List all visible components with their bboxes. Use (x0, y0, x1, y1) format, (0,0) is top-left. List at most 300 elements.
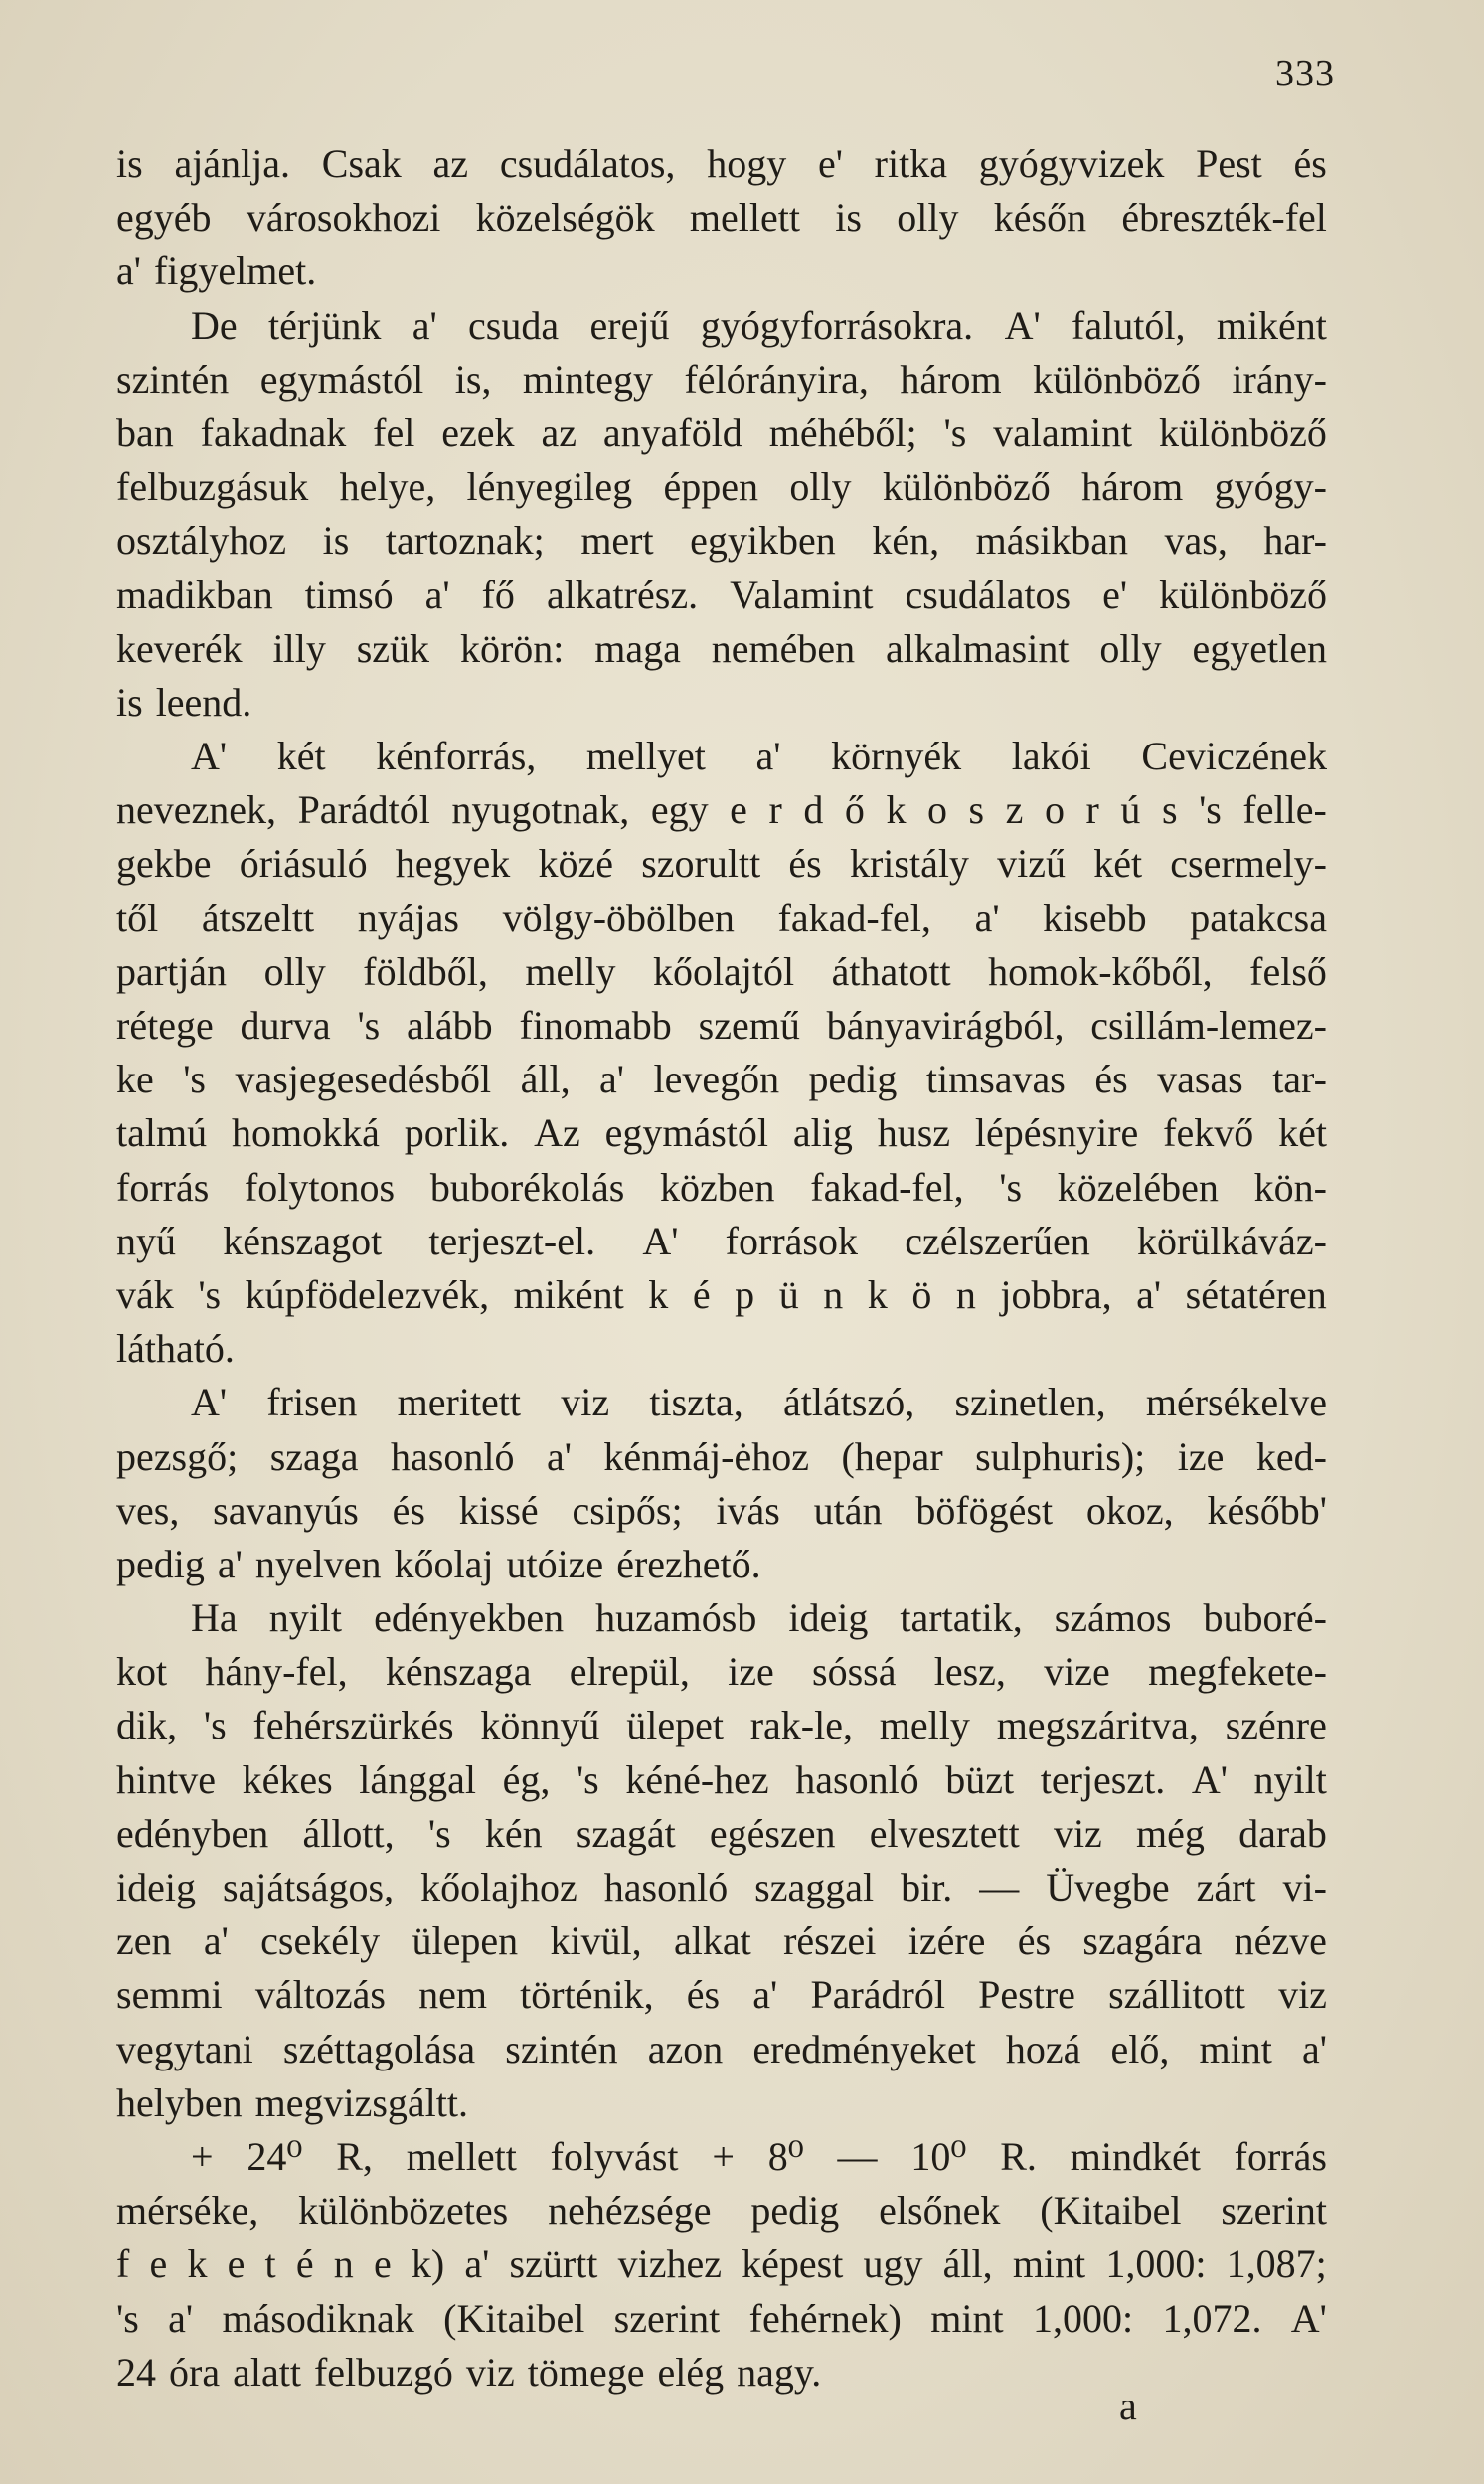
word: rak-le, (749, 1703, 853, 1748)
text-line (116, 1538, 1327, 1591)
word: és (392, 1487, 425, 1533)
word: mellett (689, 195, 800, 241)
word: Ceviczének (1141, 734, 1327, 779)
text-line (116, 1322, 1327, 1376)
word: viz (1053, 1810, 1102, 1856)
word: jobbra, (1000, 1271, 1112, 1317)
word: gyógyvizek (978, 141, 1165, 186)
word: 1,072. (1162, 2295, 1262, 2341)
word: lánggal (359, 1756, 476, 1802)
word: mellyet (585, 734, 706, 779)
word: egyéb (116, 195, 212, 241)
word: kénszagot (223, 1218, 383, 1263)
word: e' (1102, 572, 1128, 617)
word: terjeszt-el. (428, 1218, 596, 1263)
word: kisebb (1043, 895, 1147, 940)
word: mellett (406, 2133, 517, 2179)
word: vasas (1157, 1057, 1243, 1102)
word: semmi (116, 1972, 223, 2018)
text-line (116, 622, 1327, 676)
word: félórányira, (684, 356, 869, 402)
word: nyugotnak, (451, 787, 630, 833)
word: egyetlen (1192, 625, 1327, 671)
word: vizhez (617, 2241, 722, 2287)
word: történik, (520, 1972, 654, 2018)
word: olly (1099, 625, 1162, 671)
word: talmú (116, 1110, 208, 1156)
word: későn (993, 195, 1087, 241)
word: lakói (1011, 734, 1091, 779)
word: nagy. (737, 2349, 822, 2395)
word: változás (254, 1972, 386, 2018)
word: — (979, 1865, 1020, 1909)
word: fel (373, 410, 415, 455)
text-line (116, 999, 1327, 1053)
word: városokhozi (246, 195, 441, 241)
word: buborékolás (429, 1164, 625, 1210)
word: ideig (788, 1595, 869, 1641)
word: Parádról (810, 1972, 945, 2018)
text-line (116, 1645, 1327, 1699)
word: levegőn (653, 1057, 780, 1102)
word: a' (424, 572, 450, 617)
word: az (541, 410, 577, 455)
word: 24 (116, 2349, 156, 2395)
word: ezek (441, 410, 515, 455)
word: irány- (1232, 356, 1327, 402)
word: dik, (116, 1703, 178, 1748)
word: 's (943, 410, 967, 455)
word: tartatik, (900, 1595, 1023, 1641)
word: két (1278, 1110, 1327, 1156)
word: sóssá (812, 1649, 897, 1695)
word: 1,000: (1032, 2295, 1134, 2341)
word: illy (272, 625, 326, 671)
word: két (276, 734, 326, 779)
word: csermely- (1170, 841, 1327, 887)
word: ves, (116, 1487, 180, 1533)
word: a' (599, 1057, 625, 1102)
word: különböző (882, 464, 1051, 510)
word: a' (755, 734, 781, 779)
word: czélszerűen (905, 1218, 1090, 1263)
word: elsőnek (879, 2188, 1001, 2234)
word: 8⁰ (767, 2133, 804, 2179)
word: ivás (716, 1487, 780, 1533)
word: viz (1278, 1972, 1327, 2018)
word: e (730, 787, 747, 833)
word: Üvegbe (1046, 1865, 1170, 1909)
word: viz (465, 2349, 515, 2395)
text-line (116, 1699, 1327, 1752)
word: tartoznak; (385, 518, 545, 564)
word: földből, (363, 948, 488, 994)
word: Pestre (978, 1972, 1075, 2018)
word: forrás (116, 1164, 210, 1210)
word: alig (792, 1110, 853, 1156)
word: é (692, 1271, 711, 1317)
word: vize (1044, 1649, 1110, 1695)
word: ugy (863, 2241, 923, 2287)
text-line (116, 1968, 1327, 2022)
word: izére (907, 1918, 986, 1964)
word: kén (484, 1810, 543, 1856)
word: csudálatos, (499, 141, 676, 186)
word: falutól, (1072, 302, 1186, 348)
word: 1,087; (1226, 2241, 1327, 2287)
word: porlik. (404, 1110, 510, 1156)
word: olly (789, 464, 852, 510)
text-line (116, 783, 1327, 837)
word: viz (561, 1380, 610, 1425)
word: nyilt (1253, 1756, 1327, 1802)
word: alatt (233, 2349, 301, 2395)
word: és (686, 1972, 721, 2018)
word: elrepül, (569, 1649, 690, 1695)
word: 's (357, 1003, 381, 1048)
word: szürtt (509, 2241, 598, 2287)
word: o (1044, 787, 1065, 833)
word: n (333, 2241, 354, 2287)
word: lépésnyire (974, 1110, 1139, 1156)
word: nyelven (254, 1541, 382, 1586)
word: fakad-fel, (810, 1164, 964, 1210)
word: figyelmet. (153, 248, 317, 294)
word: helye, (339, 464, 436, 510)
word: osztályhoz (116, 518, 287, 564)
word: a' (974, 895, 1000, 940)
word: pezsgő; (116, 1433, 239, 1479)
word: is, (454, 356, 492, 402)
word: frisen (266, 1380, 358, 1425)
word: nyájas (357, 895, 459, 940)
word: szénre (1225, 1703, 1327, 1748)
word: kéné-hez (625, 1756, 769, 1802)
signature-mark: a (1119, 2384, 1137, 2428)
word: szállitott (1108, 1972, 1245, 2018)
word: szemű (698, 1003, 800, 1048)
word: körön: (459, 625, 565, 671)
word: hasonló (795, 1756, 919, 1802)
word: mérsékelve (1145, 1380, 1327, 1425)
word: szagára (1082, 1918, 1203, 1964)
word: e' (817, 141, 843, 186)
word: tar- (1272, 1057, 1327, 1102)
word: különböző (1159, 410, 1327, 455)
word: szintén (505, 2026, 618, 2071)
word: huzamósb (595, 1595, 757, 1641)
word: a' (546, 1433, 572, 1479)
word: nyilt (268, 1595, 343, 1641)
word: e (149, 2241, 168, 2287)
word: k) (411, 2241, 445, 2287)
word: szerint (1221, 2188, 1327, 2234)
word: zárt (1196, 1865, 1256, 1909)
word: kénszaga (385, 1649, 532, 1695)
word: tiszta, (649, 1380, 743, 1425)
word: ize (728, 1649, 774, 1695)
word: áll, (942, 2241, 993, 2287)
word: helyben (116, 2079, 243, 2125)
page-number: 333 (1275, 53, 1335, 94)
word: R. (1000, 2133, 1037, 2179)
word: Csak (321, 141, 402, 186)
word: szaggal (754, 1865, 875, 1909)
word: a' (168, 2295, 194, 2341)
word: + (191, 2133, 214, 2179)
word: még (1136, 1810, 1205, 1856)
word: kénforrás, (376, 734, 537, 779)
word: másikban (975, 518, 1128, 564)
word: okoz, (1085, 1487, 1174, 1533)
word: felbuzgásuk (116, 464, 309, 510)
word: állott, (302, 1810, 395, 1856)
word: vák (116, 1271, 174, 1317)
word: óriásuló (239, 841, 368, 887)
word: vizű (997, 841, 1067, 887)
word: k (187, 2241, 208, 2287)
word: gyógy- (1214, 464, 1327, 510)
word: ideig (116, 1865, 196, 1909)
word: áthatott (831, 948, 951, 994)
word: képest (742, 2241, 844, 2287)
word: mintegy (522, 356, 653, 402)
text-line (116, 1807, 1327, 1861)
word: is (116, 679, 143, 725)
word: 10⁰ (910, 2133, 967, 2179)
text-line (116, 1268, 1327, 1322)
word: ö (911, 1271, 932, 1317)
text-line (116, 137, 1327, 191)
word: csillám-lemez- (1090, 1003, 1327, 1048)
word: széttagolása (282, 2026, 476, 2071)
word: számos (1054, 1595, 1172, 1641)
word: később' (1207, 1487, 1327, 1533)
word: kén, (872, 518, 940, 564)
word: anyaföld (602, 410, 742, 455)
word: szük (356, 625, 430, 671)
body-text (116, 137, 1327, 2400)
word: érezhető. (616, 1541, 761, 1586)
word: egészen (709, 1810, 836, 1856)
word: kön- (1253, 1164, 1327, 1210)
word: homokká (231, 1110, 380, 1156)
word: méhéből; (768, 410, 917, 455)
word: után (813, 1487, 883, 1533)
word: lényegileg (466, 464, 633, 510)
word: különbözetes (298, 2188, 509, 2234)
word: szagát (576, 1810, 676, 1856)
word: husz (877, 1110, 951, 1156)
word: ked- (1255, 1433, 1327, 1479)
word: darab (1238, 1810, 1327, 1856)
word: és (1094, 1057, 1128, 1102)
word: áll, (520, 1057, 571, 1102)
word: éppen (663, 464, 758, 510)
word: sajátságos, (222, 1865, 395, 1909)
text-line (116, 1484, 1327, 1538)
text-line (116, 2237, 1327, 2291)
word: térjünk (268, 302, 382, 348)
word: csekély (260, 1918, 381, 1964)
word: felle- (1242, 787, 1327, 833)
word: óra (169, 2349, 221, 2395)
word: egymástól (604, 1110, 769, 1156)
word: meritett (397, 1380, 522, 1425)
word: har- (1263, 518, 1327, 564)
word: szaga (269, 1433, 359, 1479)
word: Pest (1196, 141, 1262, 186)
text-line (116, 730, 1327, 783)
word: mérséke, (116, 2188, 259, 2234)
word: partján (116, 948, 228, 994)
word: 's (203, 1703, 227, 1748)
text-line (116, 299, 1327, 353)
word: terjeszt. (1040, 1756, 1166, 1802)
word: kissé (458, 1487, 539, 1533)
word: nézve (1234, 1918, 1327, 1964)
word: hány-fel, (205, 1649, 348, 1695)
text-line (116, 1376, 1327, 1429)
word: (Kitaibel (1040, 2188, 1182, 2234)
word: böfögést (915, 1487, 1054, 1533)
word: közben (660, 1164, 775, 1210)
word: melly (525, 948, 616, 994)
text-line (116, 1430, 1327, 1484)
word: csudálatos (905, 572, 1072, 617)
word: körülkáváz- (1136, 1218, 1327, 1263)
word: timsó (304, 572, 394, 617)
word: keverék (116, 625, 243, 671)
word: Ha (191, 1595, 238, 1641)
word: durva (240, 1003, 331, 1048)
word: hasonló (391, 1433, 515, 1479)
word: ke (116, 1057, 154, 1102)
word: kivül, (550, 1918, 642, 1964)
word: olly (263, 948, 326, 994)
word: hogy (707, 141, 787, 186)
word: kúpfödelezvék, (245, 1271, 490, 1317)
word: megvizsgáltt. (254, 2079, 469, 2125)
word: büzt (945, 1756, 1015, 1802)
word: utóize (506, 1541, 604, 1586)
word: hasonló (603, 1865, 729, 1909)
text-line (116, 1161, 1327, 1215)
word: eredményeket (752, 2026, 976, 2071)
word: a' (116, 248, 141, 294)
word: alább (407, 1003, 493, 1048)
word: homok-kőből, (988, 948, 1213, 994)
text-line (116, 892, 1327, 945)
word: különböző (1159, 572, 1327, 617)
word: is (116, 141, 143, 186)
word: a' (412, 302, 437, 348)
word: a' (1136, 1271, 1162, 1317)
word: a' (464, 2241, 490, 2287)
word: 1,000: (1105, 2241, 1207, 2287)
text-line (116, 1753, 1327, 1807)
word: forrás (1234, 2133, 1327, 2179)
word: bányavirágból, (826, 1003, 1065, 1048)
text-line (116, 1861, 1327, 1914)
word: az (432, 141, 469, 186)
word: fekvő (1163, 1110, 1254, 1156)
word: sétatéren (1185, 1271, 1327, 1317)
word: egy (650, 787, 709, 833)
text-line (116, 2346, 1327, 2400)
word: Parádtól (297, 787, 430, 833)
word: pedig (116, 1541, 205, 1586)
word: r (1085, 787, 1099, 833)
word: pedig (750, 2188, 840, 2234)
text-line (116, 1914, 1327, 1968)
word: A' (642, 1218, 679, 1263)
word: két (1093, 841, 1143, 887)
text-line (116, 837, 1327, 891)
word: folyvást (550, 2133, 679, 2179)
word: n (823, 1271, 844, 1317)
word: patakcsa (1190, 895, 1327, 940)
word: kékes (242, 1756, 333, 1802)
word: ban (116, 410, 174, 455)
word: + (712, 2133, 735, 2179)
word: 24⁰ (247, 2133, 303, 2179)
word: A' (1290, 2295, 1327, 2341)
word: ritka (874, 141, 947, 186)
word: finomabb (519, 1003, 672, 1048)
word: lesz, (933, 1649, 1006, 1695)
word: savanyús (213, 1487, 359, 1533)
word: három (900, 356, 1002, 402)
text-line (116, 1053, 1327, 1106)
word: egymástól (259, 356, 424, 402)
word: 's (999, 1164, 1023, 1210)
word: egyikben (690, 518, 836, 564)
word: miként (513, 1271, 624, 1317)
word: másodiknak (222, 2295, 414, 2341)
word: kőolajhoz (420, 1865, 577, 1909)
text-line (116, 2023, 1327, 2076)
word: folytonos (244, 1164, 396, 1210)
word: neveznek, (116, 787, 277, 833)
word: ébreszték-fel (1121, 195, 1327, 241)
word: gyógyforrásokra. (700, 302, 974, 348)
word: zen (116, 1918, 172, 1964)
word: miként (1216, 302, 1327, 348)
word: Az (534, 1110, 580, 1156)
word: Valamint (730, 572, 874, 617)
word: a' (1302, 2026, 1327, 2071)
word: források (725, 1218, 858, 1263)
word: szintén (116, 356, 230, 402)
text-line (116, 2292, 1327, 2346)
word: k (886, 787, 907, 833)
word: szorultt (641, 841, 761, 887)
word: közelségök (475, 195, 655, 241)
word: madikban (116, 572, 273, 617)
word: timsavas (925, 1057, 1066, 1102)
word: s (968, 787, 985, 833)
word: ő (844, 787, 865, 833)
word: ülepet (626, 1703, 724, 1748)
word: fakad-fel, (777, 895, 931, 940)
word: vi- (1282, 1865, 1327, 1909)
text-line (116, 676, 1327, 730)
word: mint (930, 2295, 1004, 2341)
word: 's (576, 1756, 599, 1802)
word: rétege (116, 1003, 214, 1048)
word: kőolajtól (652, 948, 795, 994)
